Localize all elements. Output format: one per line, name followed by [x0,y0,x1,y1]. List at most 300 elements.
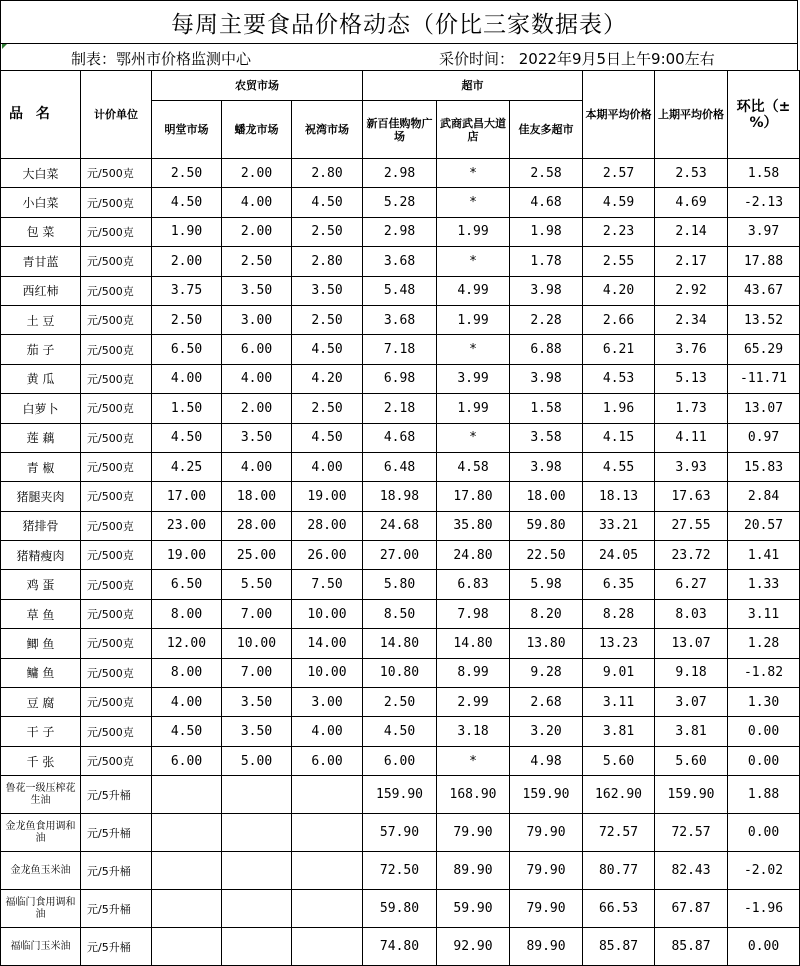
price-panlong: 2.50 [222,247,292,276]
price-wushang: 59.90 [437,890,510,928]
prev-avg-price: 17.63 [655,482,728,511]
price-zhuwan: 4.00 [292,452,363,481]
header-farm-group: 农贸市场 [152,71,363,101]
price-panlong: 7.00 [222,658,292,687]
item-unit: 元/500克 [81,570,152,599]
change-percent: 0.00 [728,928,800,966]
change-percent: 20.57 [728,511,800,540]
price-jiayouduo: 2.28 [510,305,583,334]
price-xinbaijia: 6.00 [363,746,437,775]
header-farm-3: 祝湾市场 [292,101,363,159]
header-super-1: 新百佳购物广场 [363,101,437,159]
item-unit: 元/500克 [81,305,152,334]
item-unit: 元/500克 [81,629,152,658]
collection-time: 采价时间： 2022年9月5日上午9:00左右 [439,50,715,68]
price-wushang: * [437,746,510,775]
item-name: 金龙鱼玉米油 [1,852,81,890]
table-row [1,188,800,217]
price-zhuwan: 4.50 [292,188,363,217]
price-panlong: 4.00 [222,364,292,393]
price-wushang: * [437,188,510,217]
price-panlong: 3.00 [222,305,292,334]
oil-table-row [1,890,800,928]
price-wushang: 4.99 [437,276,510,305]
price-panlong: 3.50 [222,276,292,305]
price-wushang: 89.90 [437,852,510,890]
price-jiayouduo: 22.50 [510,541,583,570]
price-xinbaijia: 2.18 [363,394,437,423]
item-name: 大白菜 [1,159,81,188]
header-farm-2: 蟠龙市场 [222,101,292,159]
cur-avg-price: 2.57 [583,159,655,188]
change-percent: 0.00 [728,746,800,775]
price-xinbaijia: 74.80 [363,928,437,966]
prev-avg-price: 13.07 [655,629,728,658]
cur-avg-price: 9.01 [583,658,655,687]
price-xinbaijia: 57.90 [363,814,437,852]
price-mingtang: 4.50 [152,188,222,217]
oil-table-row [1,776,800,814]
price-panlong: 7.00 [222,599,292,628]
table-row [1,541,800,570]
price-mingtang: 4.00 [152,364,222,393]
item-unit: 元/500克 [81,188,152,217]
price-wushang: * [437,247,510,276]
price-xinbaijia: 8.50 [363,599,437,628]
price-wushang: 17.80 [437,482,510,511]
table-row [1,688,800,717]
item-unit: 元/500克 [81,364,152,393]
cur-avg-price: 6.35 [583,570,655,599]
price-jiayouduo: 3.98 [510,364,583,393]
price-jiayouduo: 6.88 [510,335,583,364]
price-xinbaijia: 2.50 [363,688,437,717]
cur-avg-price: 72.57 [583,814,655,852]
prev-avg-price: 6.27 [655,570,728,599]
change-percent: 13.52 [728,305,800,334]
item-name: 土 豆 [1,305,81,334]
price-xinbaijia: 18.98 [363,482,437,511]
price-table [0,70,800,966]
item-name: 包 菜 [1,217,81,246]
item-unit: 元/500克 [81,276,152,305]
change-percent: -2.02 [728,852,800,890]
price-wushang: 35.80 [437,511,510,540]
change-percent: 3.11 [728,599,800,628]
change-percent: 1.88 [728,776,800,814]
price-zhuwan: 7.50 [292,570,363,599]
price-mingtang: 8.00 [152,658,222,687]
price-mingtang [152,928,222,966]
cur-avg-price: 4.53 [583,364,655,393]
prev-avg-price: 82.43 [655,852,728,890]
item-name: 草 鱼 [1,599,81,628]
price-zhuwan: 2.50 [292,217,363,246]
item-name: 干 子 [1,717,81,746]
price-wushang: 2.99 [437,688,510,717]
cur-avg-price: 24.05 [583,541,655,570]
price-panlong: 10.00 [222,629,292,658]
item-unit: 元/5升桶 [81,776,152,814]
item-unit: 元/5升桶 [81,890,152,928]
price-xinbaijia: 2.98 [363,159,437,188]
cur-avg-price: 80.77 [583,852,655,890]
change-percent: 17.88 [728,247,800,276]
price-mingtang: 17.00 [152,482,222,511]
cur-avg-price: 13.23 [583,629,655,658]
item-unit: 元/500克 [81,335,152,364]
change-percent: -11.71 [728,364,800,393]
item-name: 鳙 鱼 [1,658,81,687]
item-name: 鸡 蛋 [1,570,81,599]
price-mingtang: 19.00 [152,541,222,570]
header-item: 品 名 [1,71,81,159]
price-zhuwan [292,814,363,852]
price-zhuwan: 3.50 [292,276,363,305]
item-unit: 元/5升桶 [81,852,152,890]
price-panlong: 25.00 [222,541,292,570]
price-panlong: 3.50 [222,423,292,452]
price-zhuwan: 2.80 [292,159,363,188]
price-wushang: 24.80 [437,541,510,570]
price-zhuwan [292,928,363,966]
item-unit: 元/500克 [81,394,152,423]
price-xinbaijia: 24.68 [363,511,437,540]
change-percent: 2.84 [728,482,800,511]
price-zhuwan: 4.50 [292,335,363,364]
change-percent: 1.33 [728,570,800,599]
table-row [1,629,800,658]
price-jiayouduo: 59.80 [510,511,583,540]
prev-avg-price: 5.60 [655,746,728,775]
price-wushang: 4.58 [437,452,510,481]
cur-avg-price: 5.60 [583,746,655,775]
item-name: 猪排骨 [1,511,81,540]
change-percent: 13.07 [728,394,800,423]
change-percent: -1.82 [728,658,800,687]
prev-avg-price: 3.93 [655,452,728,481]
cur-avg-price: 66.53 [583,890,655,928]
item-unit: 元/500克 [81,511,152,540]
price-jiayouduo: 3.98 [510,276,583,305]
oil-table-row [1,928,800,966]
price-panlong: 4.00 [222,452,292,481]
cur-avg-price: 85.87 [583,928,655,966]
price-mingtang [152,852,222,890]
price-panlong [222,814,292,852]
price-mingtang [152,890,222,928]
header-super-group: 超市 [363,71,583,101]
item-name: 黄 瓜 [1,364,81,393]
header-unit: 计价单位 [81,71,152,159]
change-percent: 1.41 [728,541,800,570]
price-mingtang: 3.75 [152,276,222,305]
price-mingtang: 4.00 [152,688,222,717]
price-jiayouduo: 1.58 [510,394,583,423]
price-wushang: 1.99 [437,217,510,246]
price-jiayouduo: 2.68 [510,688,583,717]
price-zhuwan [292,890,363,928]
price-xinbaijia: 10.80 [363,658,437,687]
prev-avg-price: 1.73 [655,394,728,423]
table-row [1,305,800,334]
item-name: 青 椒 [1,452,81,481]
item-name: 千 张 [1,746,81,775]
price-zhuwan: 14.00 [292,629,363,658]
price-wushang: * [437,423,510,452]
change-percent: 0.00 [728,814,800,852]
change-percent: 3.97 [728,217,800,246]
cur-avg-price: 2.66 [583,305,655,334]
sheet-title: 每周主要食品价格动态（价比三家数据表） [0,0,798,44]
price-mingtang: 6.50 [152,335,222,364]
item-unit: 元/500克 [81,159,152,188]
item-unit: 元/500克 [81,247,152,276]
price-panlong: 3.50 [222,717,292,746]
price-xinbaijia: 6.98 [363,364,437,393]
price-wushang: * [437,335,510,364]
price-wushang: 3.99 [437,364,510,393]
header-farm-1: 明堂市场 [152,101,222,159]
prev-avg-price: 3.76 [655,335,728,364]
price-jiayouduo: 9.28 [510,658,583,687]
price-zhuwan: 4.20 [292,364,363,393]
change-percent: 15.83 [728,452,800,481]
item-unit: 元/500克 [81,688,152,717]
price-xinbaijia: 27.00 [363,541,437,570]
prev-avg-price: 23.72 [655,541,728,570]
item-name: 鲁花一级压榨花生油 [1,776,81,814]
item-name: 金龙鱼食用调和油 [1,814,81,852]
price-panlong [222,928,292,966]
cur-avg-price: 4.59 [583,188,655,217]
table-row [1,570,800,599]
price-mingtang: 1.50 [152,394,222,423]
price-jiayouduo: 3.20 [510,717,583,746]
item-unit: 元/5升桶 [81,814,152,852]
price-jiayouduo: 159.90 [510,776,583,814]
cur-avg-price: 2.55 [583,247,655,276]
price-zhuwan: 6.00 [292,746,363,775]
change-percent: -2.13 [728,188,800,217]
price-wushang: 6.83 [437,570,510,599]
price-mingtang: 6.00 [152,746,222,775]
price-wushang: 14.80 [437,629,510,658]
price-panlong: 18.00 [222,482,292,511]
prev-avg-price: 5.13 [655,364,728,393]
prev-avg-price: 2.34 [655,305,728,334]
item-unit: 元/500克 [81,423,152,452]
prev-avg-price: 159.90 [655,776,728,814]
price-panlong: 2.00 [222,159,292,188]
item-name: 小白菜 [1,188,81,217]
item-name: 白萝卜 [1,394,81,423]
price-xinbaijia: 4.50 [363,717,437,746]
price-jiayouduo: 4.98 [510,746,583,775]
cur-avg-price: 18.13 [583,482,655,511]
table-row [1,276,800,305]
price-mingtang: 2.50 [152,159,222,188]
price-wushang: 3.18 [437,717,510,746]
cur-avg-price: 1.96 [583,394,655,423]
item-name: 鲫 鱼 [1,629,81,658]
header-super-2: 武商武昌大道店 [437,101,510,159]
prev-avg-price: 85.87 [655,928,728,966]
price-jiayouduo: 89.90 [510,928,583,966]
price-xinbaijia: 6.48 [363,452,437,481]
prev-avg-price: 2.17 [655,247,728,276]
item-name: 西红柿 [1,276,81,305]
cur-avg-price: 4.55 [583,452,655,481]
item-unit: 元/500克 [81,717,152,746]
change-percent: -1.96 [728,890,800,928]
change-percent: 43.67 [728,276,800,305]
price-zhuwan: 19.00 [292,482,363,511]
prev-avg-price: 72.57 [655,814,728,852]
oil-table-row [1,852,800,890]
price-wushang: 168.90 [437,776,510,814]
price-jiayouduo: 1.98 [510,217,583,246]
cur-avg-price: 8.28 [583,599,655,628]
cur-avg-price: 6.21 [583,335,655,364]
header-change: 环比（±%） [728,71,800,159]
header-super-3: 佳友多超市 [510,101,583,159]
price-zhuwan: 2.50 [292,305,363,334]
item-name: 猪腿夹肉 [1,482,81,511]
price-panlong [222,852,292,890]
item-name: 猪精瘦肉 [1,541,81,570]
table-row [1,658,800,687]
table-row [1,599,800,628]
price-zhuwan: 2.50 [292,394,363,423]
prev-avg-price: 2.14 [655,217,728,246]
price-wushang: 1.99 [437,394,510,423]
cur-avg-price: 4.15 [583,423,655,452]
item-unit: 元/500克 [81,658,152,687]
item-unit: 元/500克 [81,599,152,628]
price-mingtang: 4.25 [152,452,222,481]
item-name: 青甘蓝 [1,247,81,276]
price-panlong: 28.00 [222,511,292,540]
table-row [1,717,800,746]
price-xinbaijia: 3.68 [363,305,437,334]
table-row [1,247,800,276]
price-xinbaijia: 2.98 [363,217,437,246]
header-prev-avg: 上期平均价格 [655,71,728,159]
price-xinbaijia: 5.28 [363,188,437,217]
price-xinbaijia: 5.80 [363,570,437,599]
price-wushang: 79.90 [437,814,510,852]
item-name: 茄 子 [1,335,81,364]
table-row [1,364,800,393]
cur-avg-price: 3.11 [583,688,655,717]
price-jiayouduo: 3.58 [510,423,583,452]
price-jiayouduo: 79.90 [510,814,583,852]
prev-avg-price: 2.92 [655,276,728,305]
price-mingtang: 8.00 [152,599,222,628]
price-panlong: 4.00 [222,188,292,217]
price-zhuwan: 26.00 [292,541,363,570]
price-zhuwan: 4.00 [292,717,363,746]
price-mingtang: 23.00 [152,511,222,540]
table-row [1,482,800,511]
item-name: 莲 藕 [1,423,81,452]
price-xinbaijia: 14.80 [363,629,437,658]
price-zhuwan: 3.00 [292,688,363,717]
price-xinbaijia: 72.50 [363,852,437,890]
change-percent: 1.30 [728,688,800,717]
item-unit: 元/500克 [81,541,152,570]
change-percent: 0.00 [728,717,800,746]
price-jiayouduo: 4.68 [510,188,583,217]
price-panlong: 2.00 [222,217,292,246]
price-zhuwan [292,776,363,814]
prev-avg-price: 9.18 [655,658,728,687]
price-zhuwan: 10.00 [292,658,363,687]
price-wushang: 7.98 [437,599,510,628]
header-cur-avg: 本期平均价格 [583,71,655,159]
price-zhuwan: 2.80 [292,247,363,276]
price-xinbaijia: 7.18 [363,335,437,364]
item-name: 豆 腐 [1,688,81,717]
item-name: 福临门食用调和油 [1,890,81,928]
price-jiayouduo: 18.00 [510,482,583,511]
table-row [1,746,800,775]
maker-label: 制表：鄂州市价格监测中心 [71,50,252,68]
price-xinbaijia: 3.68 [363,247,437,276]
price-panlong: 5.50 [222,570,292,599]
price-wushang: 1.99 [437,305,510,334]
table-row [1,511,800,540]
change-percent: 0.97 [728,423,800,452]
price-jiayouduo: 13.80 [510,629,583,658]
cur-avg-price: 4.20 [583,276,655,305]
prev-avg-price: 2.53 [655,159,728,188]
cell-comment-marker [2,44,7,49]
prev-avg-price: 3.07 [655,688,728,717]
price-jiayouduo: 3.98 [510,452,583,481]
change-percent: 1.28 [728,629,800,658]
info-row [0,44,798,70]
price-mingtang: 12.00 [152,629,222,658]
price-panlong: 6.00 [222,335,292,364]
price-zhuwan: 28.00 [292,511,363,540]
prev-avg-price: 8.03 [655,599,728,628]
price-mingtang: 6.50 [152,570,222,599]
item-unit: 元/500克 [81,746,152,775]
price-mingtang: 2.00 [152,247,222,276]
prev-avg-price: 4.69 [655,188,728,217]
price-panlong [222,890,292,928]
prev-avg-price: 3.81 [655,717,728,746]
item-unit: 元/500克 [81,452,152,481]
price-panlong: 2.00 [222,394,292,423]
price-mingtang [152,776,222,814]
price-jiayouduo: 79.90 [510,852,583,890]
price-jiayouduo: 79.90 [510,890,583,928]
price-zhuwan: 4.50 [292,423,363,452]
price-panlong: 3.50 [222,688,292,717]
table-row [1,452,800,481]
price-mingtang: 1.90 [152,217,222,246]
cur-avg-price: 2.23 [583,217,655,246]
item-unit: 元/500克 [81,482,152,511]
price-jiayouduo: 1.78 [510,247,583,276]
cur-avg-price: 162.90 [583,776,655,814]
prev-avg-price: 67.87 [655,890,728,928]
price-zhuwan [292,852,363,890]
price-xinbaijia: 4.68 [363,423,437,452]
